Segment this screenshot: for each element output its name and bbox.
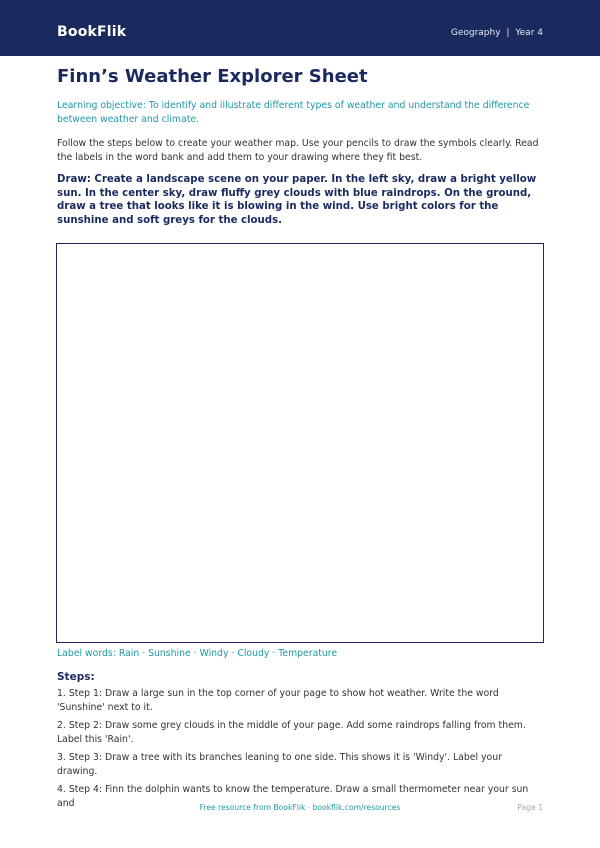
subject-label: Geography <box>450 28 501 38</box>
steps-list <box>57 687 543 815</box>
steps-heading: Steps: <box>57 671 95 683</box>
step-item: 4. Step 4: Finn the dolphin wants to know the temperature. Draw a small thermometer near your sun and <box>57 784 529 809</box>
draw-prompt: Draw: Create a landscape scene on your paper. In the left sky, draw a bright yellow sun. In the center sky, draw fluffy grey clouds with blue raindrops. On the ground, draw a tree that looks like it is blowing in the wind. Use bright colors for the sunshine and soft greys for the clouds. <box>57 174 537 226</box>
header-meta <box>451 28 543 38</box>
step-item: 3. Step 3: Draw a tree with its branches leaning to one side. This shows it is 'Windy'. Label your drawing. <box>57 752 502 777</box>
drawing-area[interactable] <box>56 243 544 643</box>
learning-objective: Learning objective: To identify and illustrate different types of weather and understand the difference between weather and climate. <box>57 100 530 125</box>
step-item: 1. Step 1: Draw a large sun in the top corner of your page to show hot weather. Write the word 'Sunshine' next to it. <box>57 688 499 713</box>
header-bar <box>0 0 600 56</box>
footer-link[interactable]: Free resource from BookFlik · bookflik.com/resources <box>199 803 401 812</box>
intro-text: Follow the steps below to create your weather map. Use your pencils to draw the symbols clearly. Read the labels in the word bank and add them to your drawing where they fit best. <box>57 138 539 163</box>
page-title: Finn’s Weather Explorer Sheet <box>57 66 368 87</box>
step-item: 2. Step 2: Draw some grey clouds in the middle of your page. Add some raindrops falling from them. Label this 'Rain'. <box>57 720 526 745</box>
word-bank: Label words: Rain · Sunshine · Windy · Cloudy · Temperature <box>57 648 338 659</box>
meta-separator: | <box>506 28 510 38</box>
year-label: Year 4 <box>515 28 543 38</box>
page-number: Page 1 <box>517 803 543 812</box>
brand-logo: BookFlik <box>57 24 127 40</box>
